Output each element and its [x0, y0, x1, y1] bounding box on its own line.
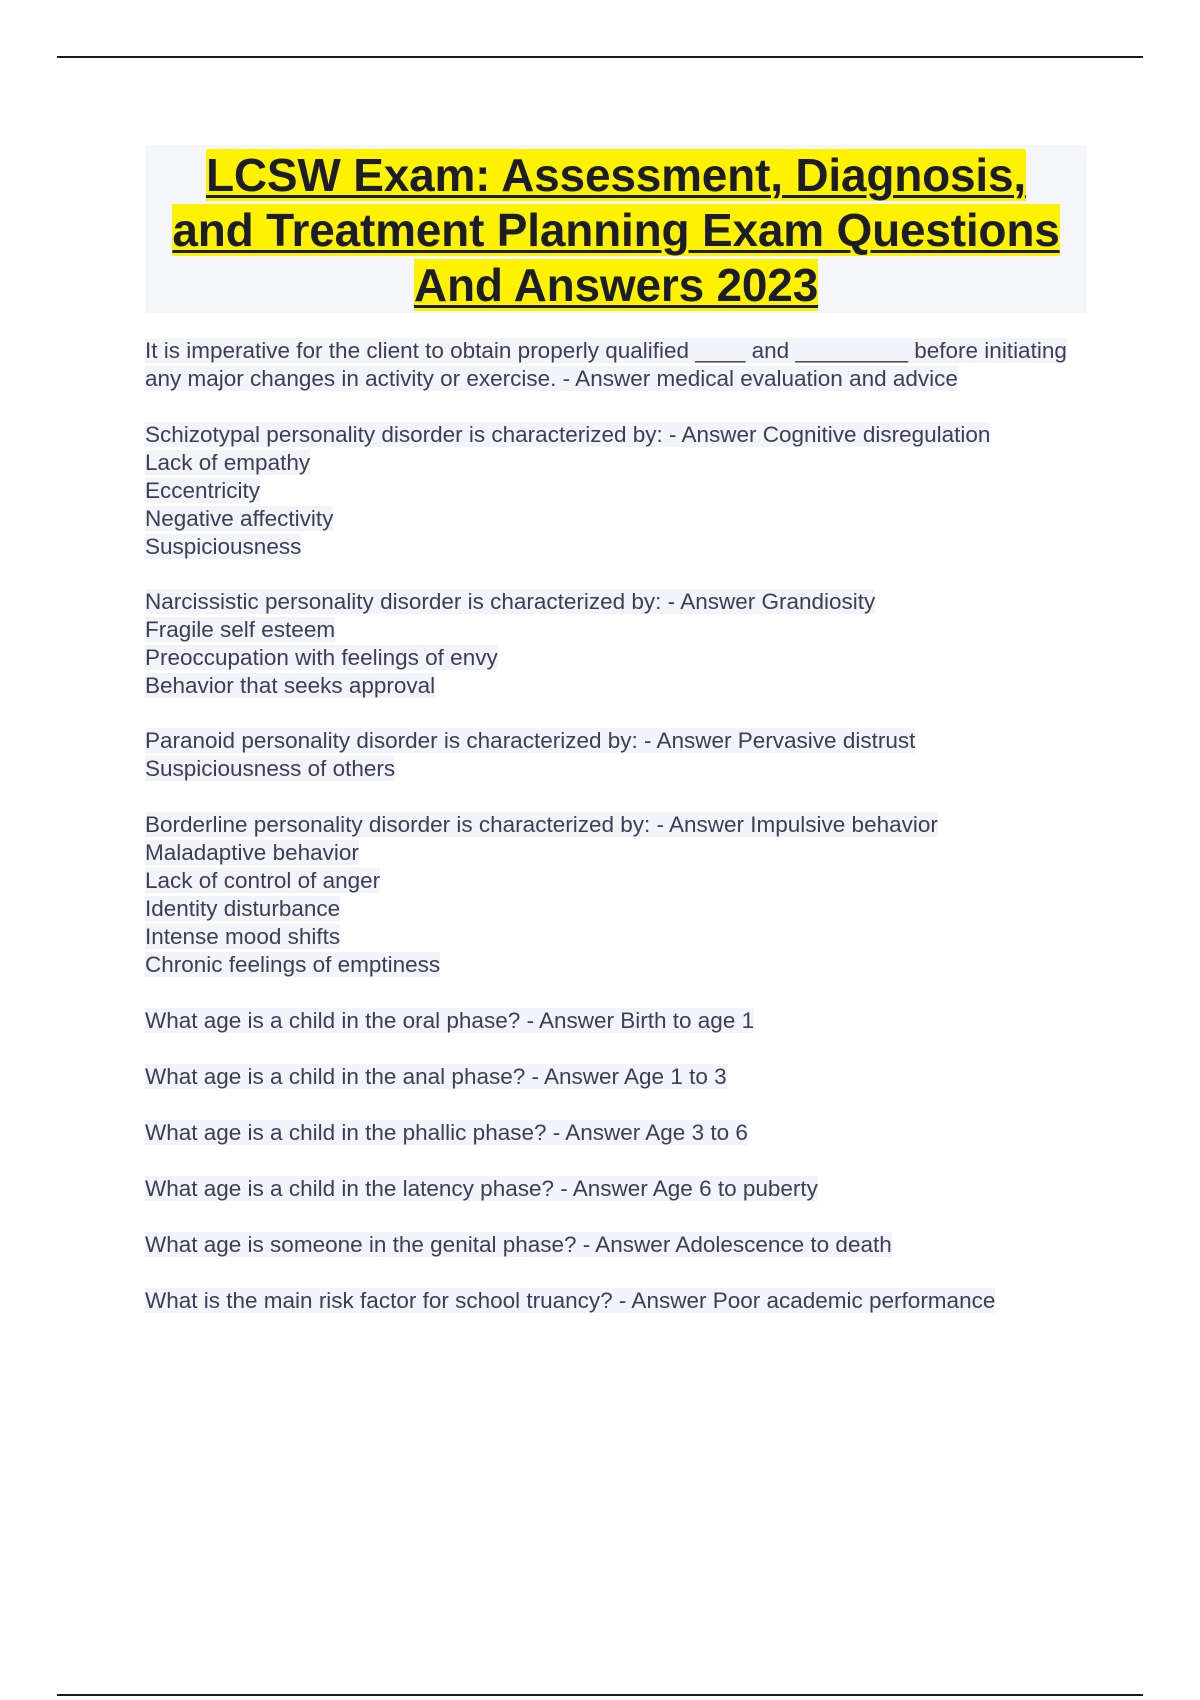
qa-item	[145, 1175, 1105, 1203]
qa-item	[145, 811, 1105, 979]
question-answer-list	[145, 337, 1105, 1315]
qa-item	[145, 421, 1105, 561]
qa-text: What is the main risk factor for school truancy? - Answer Poor academic performance	[145, 1288, 996, 1313]
title-line-2: and Treatment Planning Exam Questions	[172, 204, 1060, 256]
qa-extra-line: Eccentricity	[145, 478, 261, 503]
qa-item	[145, 1119, 1105, 1147]
qa-extra-line: Suspiciousness of others	[145, 756, 396, 781]
qa-item	[145, 1007, 1105, 1035]
qa-text: What age is someone in the genital phase? - Answer Adolescence to death	[145, 1232, 892, 1257]
qa-text: What age is a child in the latency phase? - Answer Age 6 to puberty	[145, 1176, 818, 1201]
qa-text: Borderline personality disorder is characterized by: - Answer Impulsive behavior	[145, 812, 938, 837]
qa-text: Narcissistic personality disorder is characterized by: - Answer Grandiosity	[145, 589, 876, 614]
qa-extra-line: Identity disturbance	[145, 896, 341, 921]
qa-text: What age is a child in the phallic phase? - Answer Age 3 to 6	[145, 1120, 748, 1145]
qa-item	[145, 1287, 1105, 1315]
qa-item	[145, 1231, 1105, 1259]
qa-extra-line: Intense mood shifts	[145, 924, 341, 949]
qa-text: Paranoid personality disorder is characterized by: - Answer Pervasive distrust	[145, 728, 916, 753]
qa-extra-line: Negative affectivity	[145, 506, 334, 531]
qa-extra-line: Fragile self esteem	[145, 617, 336, 642]
header-rule	[57, 56, 1143, 58]
qa-item	[145, 588, 1105, 700]
qa-extra-line: Suspiciousness	[145, 534, 302, 559]
footer-rule	[57, 1694, 1143, 1696]
qa-extra-line: Lack of control of anger	[145, 868, 381, 893]
qa-item	[145, 337, 1105, 393]
qa-text: What age is a child in the anal phase? - Answer Age 1 to 3	[145, 1064, 727, 1089]
qa-extra-line: Maladaptive behavior	[145, 840, 359, 865]
qa-extra-line: Chronic feelings of emptiness	[145, 952, 441, 977]
qa-extra-line: Behavior that seeks approval	[145, 673, 436, 698]
qa-extra-line: Preoccupation with feelings of envy	[145, 645, 498, 670]
title-line-1: LCSW Exam: Assessment, Diagnosis,	[206, 149, 1026, 201]
qa-item	[145, 1063, 1105, 1091]
qa-text: What age is a child in the oral phase? - Answer Birth to age 1	[145, 1008, 755, 1033]
document-title	[145, 145, 1087, 313]
qa-text: It is imperative for the client to obtain properly qualified ____ and _________ before initiating any major changes in activity or exercise. - Answer medical evaluation and advice	[145, 338, 1067, 391]
title-line-3: And Answers 2023	[413, 259, 819, 311]
qa-text: Schizotypal personality disorder is characterized by: - Answer Cognitive disregulation	[145, 422, 991, 447]
qa-extra-line: Lack of empathy	[145, 450, 311, 475]
document-title-block	[145, 145, 1087, 313]
qa-item	[145, 727, 1105, 783]
